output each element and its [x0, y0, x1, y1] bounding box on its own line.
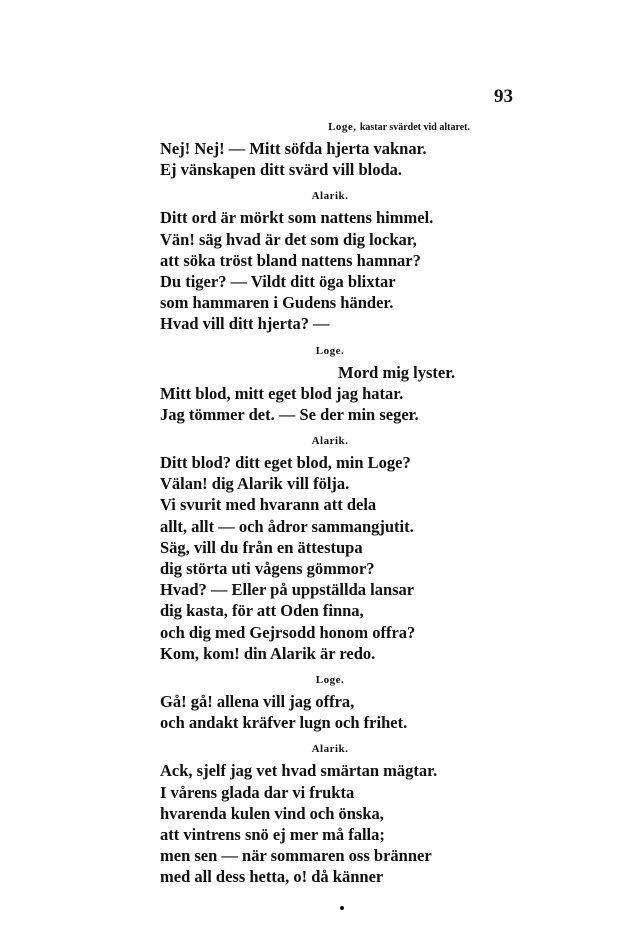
speaker-heading: Alarik.	[311, 743, 349, 756]
verse-line: men sen — när sommaren oss bränner	[160, 846, 432, 866]
speaker-heading: Loge.	[315, 673, 345, 686]
verse-line: Säg, vill du från en ättestupa	[160, 537, 363, 557]
verse-line: Jag tömmer det. — Se der min seger.	[160, 404, 419, 424]
verse-line: Kom, kom! din Alarik är redo.	[160, 643, 376, 663]
verse-line: hvarenda kulen vind och önska,	[160, 803, 384, 823]
verse-line: I vårens glada dar vi frukta	[160, 782, 355, 802]
verse-line: Nej! Nej! — Mitt söfda hjerta vaknar.	[160, 139, 427, 158]
speaker-heading: Alarik.	[311, 190, 349, 203]
verse-line: och andakt kräfver lugn och frihet.	[160, 713, 408, 733]
verse-line: som hammaren i Gudens händer.	[160, 293, 394, 313]
verse-line: Ditt ord är mörkt som nattens himmel.	[160, 208, 434, 228]
verse-line: Ditt blod? ditt eget blod, min Loge?	[160, 453, 411, 473]
stage-direction: kastar svärdet vid altaret.	[359, 122, 470, 133]
verse-line: Hvad? — Eller på uppställda lansar	[160, 580, 415, 600]
speaker-name: Loge,	[328, 121, 357, 133]
verse-line: Ack, sjelf jag vet hvad smärtan mägtar.	[160, 761, 438, 781]
verse-line: att vintrens snö ej mer må falla;	[160, 824, 385, 844]
verse-line: Hvad vill ditt hjerta? —	[160, 314, 330, 334]
verse-line: Ej vänskapen ditt svärd vill bloda.	[160, 160, 403, 180]
speaker-heading	[160, 120, 470, 134]
verse-line: dig kasta, för att Oden finna,	[160, 601, 364, 621]
speaker-heading: Alarik.	[311, 435, 349, 448]
verse-line: Du tiger? — Vildt ditt öga blixtar	[160, 271, 396, 291]
printer-mark	[340, 906, 344, 910]
verse-line: dig störta uti vågens gömmor?	[160, 559, 375, 578]
verse-line: Mord mig lyster.	[338, 362, 456, 382]
verse-line: med all dess hetta, o! då känner	[160, 867, 384, 887]
verse-line: Vän! säg hvad är det som dig lockar,	[160, 229, 417, 249]
verse-line: och dig med Gejrsodd honom offra?	[160, 622, 416, 642]
verse-line: Mitt blod, mitt eget blod jag hatar.	[160, 383, 404, 403]
verse-line: Välan! dig Alarik vill följa.	[160, 474, 350, 494]
page-number: 93	[494, 86, 513, 107]
speaker-heading: Loge.	[315, 344, 345, 357]
verse-line: Vi svurit med hvarann att dela	[160, 495, 377, 515]
verse-line: att söka tröst bland nattens hamnar?	[160, 250, 421, 270]
verse-line: allt, allt — och ådror sammangjutit.	[160, 516, 414, 536]
verse-line: Gå! gå! allena vill jag offra,	[160, 691, 355, 711]
poem-text	[160, 120, 470, 887]
